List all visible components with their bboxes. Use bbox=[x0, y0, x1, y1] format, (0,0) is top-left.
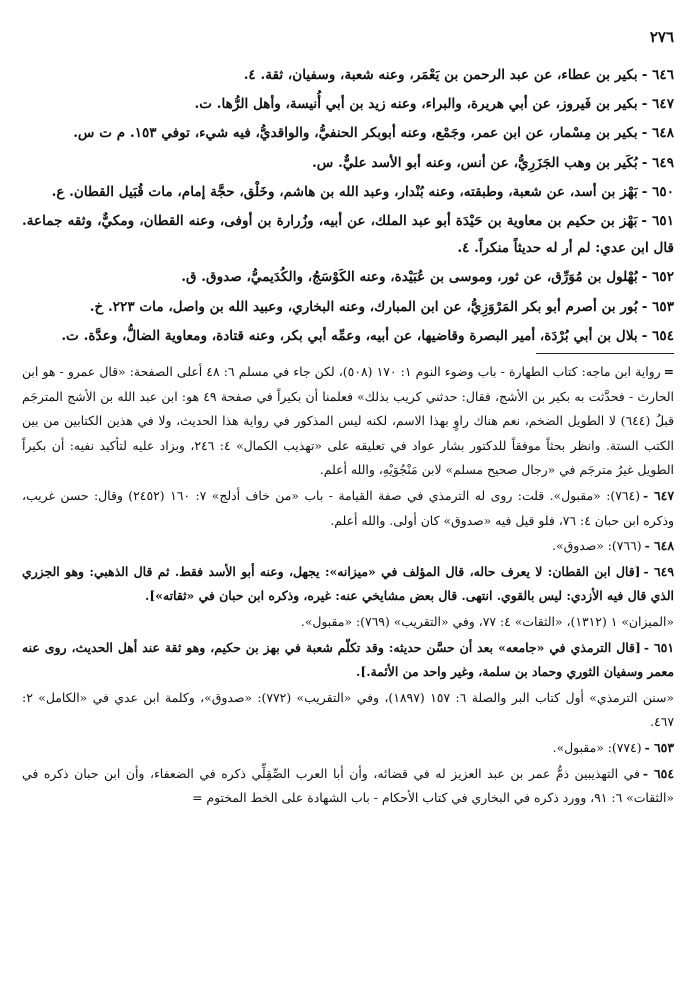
footnote bbox=[22, 762, 674, 811]
biography-entry bbox=[22, 62, 674, 89]
footnote-text: [قال ابن القطان: لا يعرف حاله، قال المؤلف في «ميزانه»: يجهل، وعنه أبو الأسد فقط. ثم قال الذهبي: وهو الجزري الذي قال فيه الأزدي: ليس بالقوي. انتهى. قال بعض مشايخي عنه: غيره، وذكره ابن حبان في «ثقاته»]. bbox=[22, 563, 674, 604]
entry-text: بكير بن مِسْمار، عن ابن عمر، وجَمْع، وعنه أبوبكر الحنفيُّ، والواقديُّ، فيه شيء، توفي ١٥٣. م ت س. bbox=[73, 125, 638, 142]
entry-number: ٦٥١ - bbox=[641, 213, 674, 230]
footnote-divider bbox=[536, 353, 674, 354]
book-page bbox=[22, 28, 675, 999]
footnote bbox=[22, 534, 674, 559]
footnote-text: رواية ابن ماجه: كتاب الطهارة - باب وضوء النوم ١: ١٧٠ (٥٠٨)، لكن جاء في مسلم ٦: ٤٨ أعلى الصفحة: «قال عمرو - هو ابن الحارث - فحدَّثت به بكير بن الأشج، فقال: حدثني كريب بذلك» فعلمنا أن بكيراً في صفحة ٤٩ هو: ابن عبد الله بن الأشج المترجَم قبلُ (٦٤٤) لا الطويل الضخم، نعم هناك راوٍ بهذا الاسم، لكنه ليس المذكور في رواية هذا الحديث، ولا في هذين الكتابين من بين الكتب الستة. وانظر بحثاً موفقاً للدكتور بشار عواد في تعليقه على «تهذيب الكمال» ٤: ٢٤٦، وبزاد عليه لتأكيد نفيه: أن بكيراً الطويل غيرُ مترجَم في «رجال صحيح مسلم» لابن مَنْجُوَيْهِ، والله أعلم. bbox=[22, 364, 675, 478]
entry-text: بُور بن أصرم أبو بكر المَرْوَزِيُّ، عن ابن المبارك، وعنه البخاري، وعبيد الله بن واصل، مات ٢٢٣. خ. bbox=[89, 298, 638, 315]
entry-number: ٦٤٧ - bbox=[641, 96, 674, 113]
footnote-text: (٧٦٤): «مقبول». قلت: روى له الترمذي في صفة القيامة - باب «من خاف أدلج» ٧: ١٦٠ (٢٤٥٢) وقال: حسن غريب، وذكره ابن حبان ٤: ٧٦، فلو قيل فيه «صدوق» كان أولى. والله أعلم. bbox=[22, 488, 674, 528]
entry-number: ٦٥٠ - bbox=[641, 183, 674, 200]
footnote bbox=[22, 360, 674, 483]
biography-entry bbox=[22, 294, 674, 321]
entry-number: ٦٥٣ - bbox=[641, 298, 674, 315]
entries-list bbox=[22, 62, 674, 350]
footnote-text: «الميزان» ١ (١٣١٢)، «الثقات» ٤: ٧٧، وفي «التقريب» (٧٦٩): «مقبول». bbox=[300, 613, 674, 629]
entry-number: ٦٥٤ - bbox=[641, 327, 674, 344]
biography-entry bbox=[22, 150, 674, 177]
footnote bbox=[22, 484, 674, 533]
footnote-number: ٦٤٧ - bbox=[643, 488, 674, 503]
page-number: ٢٧٦ bbox=[649, 28, 674, 46]
biography-entry bbox=[22, 323, 674, 350]
footnote-number: ٦٤٨ - bbox=[644, 538, 674, 554]
footnote-number: ٦٥١ - bbox=[643, 639, 674, 655]
entry-text: بُهْلول بن مُوَرِّق، عن ثور، وموسى بن عُبَيْدة، وعنه الكَوْسَجُ، والكُدَيميُّ، صدوق. ق. bbox=[181, 269, 638, 286]
biography-entry bbox=[22, 179, 674, 206]
footnote-number: ٦٥٤ - bbox=[642, 765, 674, 781]
entry-text: بكير بن عطاء، عن عبد الرحمن بن يَعْمَر، وعنه شعبة، وسفيان، ثقة. ٤. bbox=[243, 67, 638, 83]
footnote bbox=[22, 686, 674, 735]
biography-entry bbox=[22, 208, 674, 262]
entry-text: بكير بن فَيروز، عن أبي هريرة، والبراء، وعنه زيد بن أبي أُنيسة، وأهل الرُّها. ت. bbox=[194, 96, 638, 113]
footnote bbox=[22, 560, 674, 609]
footnote-number: ٦٥٣ - bbox=[644, 739, 674, 755]
biography-entry bbox=[22, 91, 674, 118]
biography-entry bbox=[22, 120, 674, 147]
entry-number: ٦٤٨ - bbox=[641, 125, 674, 142]
entry-text: بلال بن أبي بُرْدَة، أمير البصرة وقاضيها، عن أبيه، وعمِّه أبي بكر، وعنه قتادة، ومعاوية الضالُّ، وعدَّة. ت. bbox=[61, 327, 638, 344]
entry-text: بُكَير بن وهب الجَزَرِيُّ، عن أنس، وعنه أبو الأسد عليٌّ. س. bbox=[312, 154, 638, 171]
entry-number: ٦٤٩ - bbox=[641, 154, 674, 171]
footnote-text: «سنن الترمذي» أول كتاب البر والصلة ٦: ١٥٧ (١٨٩٧)، وفي «التقريب» (٧٧٢): «صدوق»، وكلمة ابن عدي في «الكامل» ٢: ٤٦٧. bbox=[22, 689, 674, 730]
footnotes-list bbox=[22, 360, 674, 811]
biography-entry bbox=[22, 264, 674, 291]
footnote bbox=[22, 736, 674, 761]
footnote-text: (٧٧٤): «مقبول». bbox=[552, 739, 642, 755]
footnote bbox=[22, 610, 674, 635]
entry-number: ٦٥٢ - bbox=[641, 269, 674, 286]
entry-text: بَهْز بن حكيم بن معاوية بن حَيْدَة أبو عبد الملك، عن أبيه، وزُرارة بن أوفى، وعنه القطان، ومكيٌّ، وثقه جماعة. قال ابن عدي: لم أر له حديثاً منكراً. ٤. bbox=[22, 213, 674, 257]
footnote-text: (٧٦٦): «صدوق». bbox=[552, 538, 642, 554]
footnote bbox=[22, 636, 674, 685]
footnote-number: ٦٤٩ - bbox=[643, 563, 674, 579]
entry-text: بَهْز بن أسد، عن شعبة، وطبقته، وعنه بُنْدار، وعبد الله بن هاشم، وخَلْق، حجَّة إمام، مات قُبَيل القطان. ع. bbox=[51, 183, 638, 200]
entry-number: ٦٤٦ - bbox=[641, 67, 674, 83]
footnote-text: في التهذيبين ذمُّ عمر بن عبد العزيز له في قضائه، وأن أبا العرب الصِّقِلِّي ذكره في الضعفاء، وأن ابن حبان ذكره في «الثقات» ٦: ٩١، وورد ذكره في البخاري في كتاب الأحكام - باب الشهادة على الخط المختوم = bbox=[22, 765, 674, 806]
footnote-number: = bbox=[663, 364, 674, 380]
footnote-text: [قال الترمذي في «جامعه» بعد أن حسَّن حديثه: وقد تكلّم شعبة في بهز بن حكيم، وهو ثقة عند أهل الحديث، روى عنه معمر وسفيان الثوري وحماد بن سلمة، وغير واحد من الأئمة.]. bbox=[22, 639, 674, 680]
